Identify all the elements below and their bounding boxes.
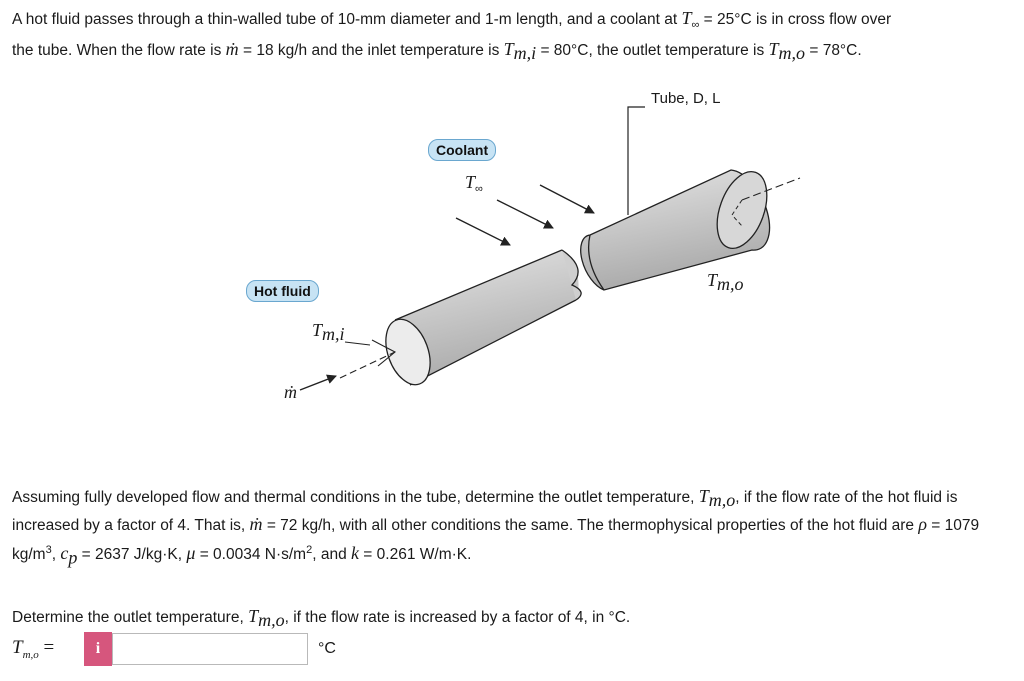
coolant-temp-label: $T_\infty$ <box>465 172 483 195</box>
inlet-temp-label: $T_{m,i}$ <box>312 320 345 344</box>
tube-label: Tube, D, L <box>651 90 721 107</box>
problem-intro: A hot fluid passes through a thin-walled tube of 10-mm diameter and 1-m length, and a coolant at $T_\infty = 25^\circ C$ is in cross flow over the tube. When the flow rate is ṁ = 18 kg/h and the inlet temperature is $T_{m,i} = 80^\circ C$, the outlet temperature is $T_{m,o} = 78^\circ C$. <box>12 8 892 64</box>
answer-row <box>12 632 336 666</box>
tube-inlet-segment <box>340 250 581 391</box>
answer-input[interactable] <box>112 633 308 665</box>
problem-question: Assuming fully developed flow and thermal conditions in the tube, determine the outlet temperature, $T_{m,o}$, if the flow rate of the hot fluid is increased by a factor of 4. That is, ṁ = 72 kg/h, with all other conditions the same. The thermophysical properties of the hot fluid are ρ = 1079 $kg/m^3$, $c_p = 2637$ J/kg·K, μ = 0.0034 $N\cdot s/m^2$, and k = 0.261 W/m·K. <box>12 486 980 568</box>
tube-label-leader <box>628 107 645 215</box>
unit-label: °C <box>318 640 336 657</box>
tube-outlet-segment <box>581 165 800 290</box>
hot-fluid-badge: Hot fluid <box>246 280 319 302</box>
coolant-arrow <box>456 218 510 245</box>
answer-label: $T_{m,o}$ = <box>12 637 55 661</box>
info-icon[interactable]: i <box>84 632 112 666</box>
mdot-label: ṁ <box>284 382 297 402</box>
coolant-arrow <box>540 185 594 213</box>
outlet-temp-label: $T_{m,o}$ <box>707 270 744 294</box>
coolant-arrow <box>497 200 553 228</box>
inflow-arrow <box>300 376 336 390</box>
coolant-badge: Coolant <box>428 139 496 161</box>
answer-prompt: Determine the outlet temperature, $T_{m,o}$, if the flow rate is increased by a factor of 4, in °C. <box>12 606 631 631</box>
